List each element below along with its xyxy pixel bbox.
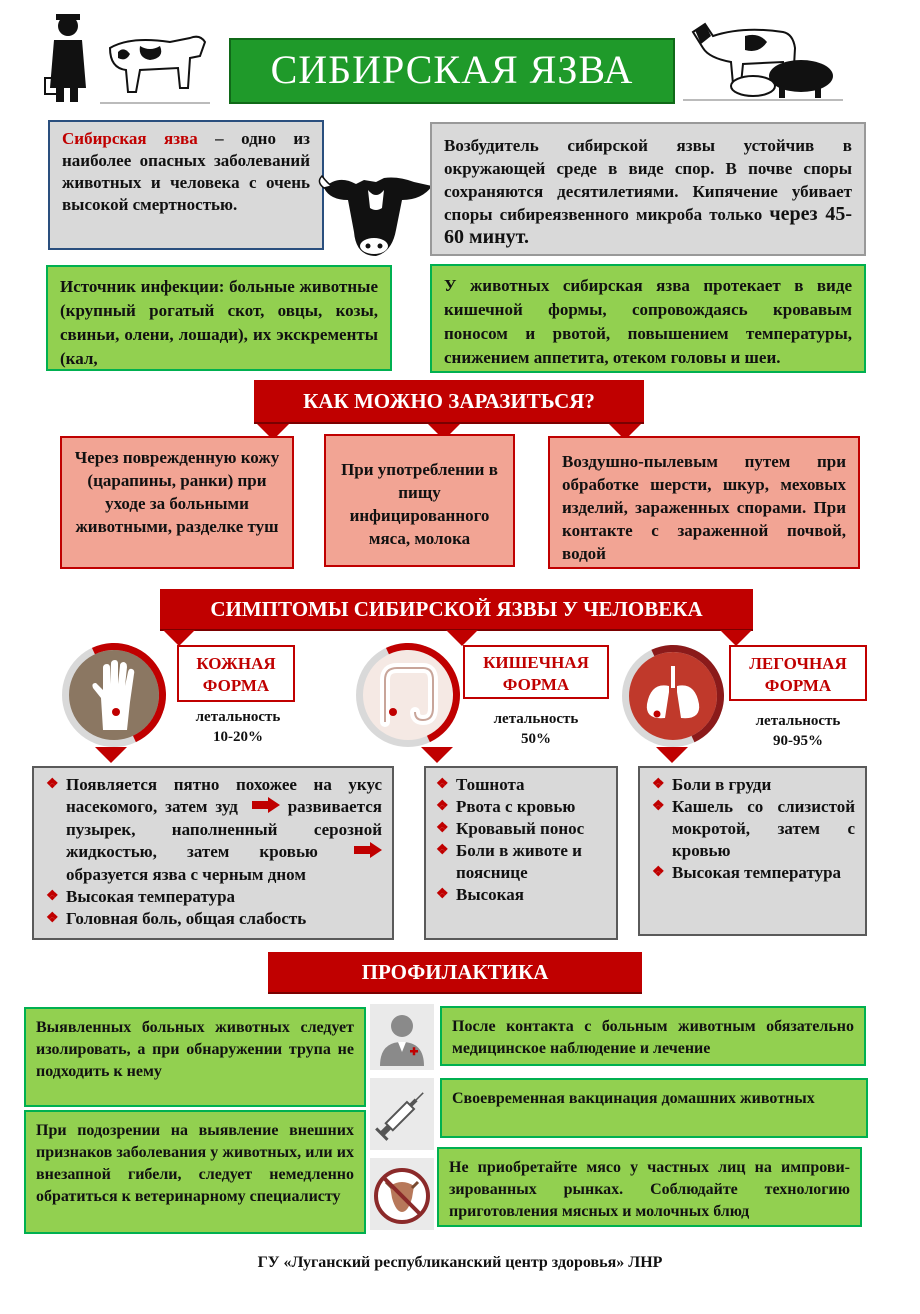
lung-form-label <box>729 645 867 701</box>
skin-symptoms-list <box>44 774 382 930</box>
skin-form-label <box>177 645 295 702</box>
list-item <box>650 796 855 862</box>
way-food-text: При употреблении в пищу инфицированного мяса, молока <box>341 460 498 548</box>
lung-symptoms-box <box>638 766 867 936</box>
infection-source-text: Источник инфекции: больные животные (крупный рогатый скот, овцы, козы, свиньи, олени, лошади), их экскременты (кал, <box>60 277 378 368</box>
intestinal-form-name2: ФОРМА <box>502 675 570 694</box>
footer-organization <box>0 1254 920 1272</box>
chevron-down-icon <box>720 630 752 646</box>
intestinal-symptom: Рвота с кровью <box>456 797 576 816</box>
diamond-bullet-icon: ❖ <box>652 865 665 880</box>
prevention-isolate-text: Выявленных больных животных следует изолировать, а при обнаружении трупа не подходить к нему <box>36 1019 354 1080</box>
prevention-vet-box <box>24 1110 366 1234</box>
skin-form-circle <box>62 643 166 747</box>
list-item <box>44 886 382 908</box>
skin-symptom-1b: развивается пузырек, наполненный серозной жидкостью, затем кровью <box>66 797 383 862</box>
pathogen-emph: через 45-60 минут. <box>444 203 853 248</box>
prevention-medical-text: После контакта с больным животным обязательно медицинское наблюдение и лечение <box>452 1018 854 1057</box>
lung-letality-value: 90-95% <box>773 733 823 749</box>
diamond-bullet-icon: ❖ <box>652 799 665 814</box>
diamond-bullet-icon: ❖ <box>436 887 449 902</box>
intestine-icon <box>363 650 453 740</box>
prevention-vet-text: При подозрении на выявление внешних признаков заболевания у животных, или их внезапной гибели, следует немедленно обратиться к ветеринарному специалисту <box>36 1122 354 1205</box>
syringe-tile <box>370 1078 434 1150</box>
doctor-icon <box>370 1004 434 1070</box>
intestinal-form-label <box>463 645 609 699</box>
way-skin-text: Через поврежденную кожу (царапины, ранки) при уходе за больными животными, разделке туш <box>74 448 280 536</box>
intestinal-symptoms-list <box>434 774 608 906</box>
page-title: СИБИРСКАЯ ЯЗВА <box>229 38 675 104</box>
skin-symptom-1a: Появляется пятно похожее на укус насекомого, затем зуд <box>66 775 382 816</box>
way-air-text: Воздушно-пылевым путем при обработке шерсти, шкур, меховых изделий, зараженных спорами. При контакте с зараженной почвой, водой <box>562 452 846 563</box>
list-item <box>44 908 382 930</box>
prevention-isolate-box <box>24 1007 366 1107</box>
way-air-box <box>548 436 860 569</box>
intestinal-symptoms-box <box>424 766 618 940</box>
pathogen-box <box>430 122 866 256</box>
diamond-bullet-icon: ❖ <box>46 777 59 792</box>
prevention-meat-box <box>437 1147 862 1227</box>
livestock-icon <box>683 14 843 104</box>
lung-letality <box>728 711 868 751</box>
symptoms-banner <box>160 589 753 629</box>
farmer-cow-icon <box>40 8 212 108</box>
footer-text: ГУ «Луганский республиканский центр здоровья» ЛНР <box>257 1254 663 1271</box>
skin-letality <box>170 707 306 747</box>
how-infected-banner <box>254 380 644 422</box>
arrow-right-icon <box>252 797 280 819</box>
intestinal-letality-value: 50% <box>521 731 551 747</box>
list-item <box>434 818 608 840</box>
diamond-bullet-icon: ❖ <box>46 911 59 927</box>
lung-symptom: Боли в груди <box>672 775 772 794</box>
skin-symptoms-box <box>32 766 394 940</box>
no-meat-tile <box>370 1158 434 1230</box>
diamond-bullet-icon: ❖ <box>652 777 665 792</box>
skin-symptom-2: Высокая температура <box>66 887 236 907</box>
cow-head-illustration <box>318 170 438 266</box>
infection-source-box <box>46 265 392 371</box>
diamond-bullet-icon: ❖ <box>436 777 449 792</box>
symptoms-title: СИМПТОМЫ СИБИРСКОЙ ЯЗВЫ У ЧЕЛОВЕКА <box>210 597 703 621</box>
intro-highlight: Сибирская язва <box>62 129 198 148</box>
prevention-medical-box <box>440 1006 866 1066</box>
list-item <box>44 774 382 886</box>
livestock-illustration <box>683 14 843 104</box>
intro-text: – одно из наиболее опасных заболеваний животных и человека с очень высокой смертностью. <box>62 129 311 214</box>
diamond-bullet-icon: ❖ <box>436 843 449 858</box>
chevron-down-icon <box>95 747 127 763</box>
skin-symptom-3: Головная боль, общая слабость <box>66 909 307 929</box>
lung-form-name1: ЛЕГОЧНАЯ <box>749 654 847 673</box>
lung-symptoms-list <box>650 774 855 884</box>
intestinal-symptom: Высокая <box>456 885 524 904</box>
no-meat-icon <box>370 1158 434 1230</box>
animal-form-text: У животных сибирская язва протекает в виде кишечной формы, сопровождаясь кровавым поносом и рвотой, повышением температуры, снижением аппетита, отеком головы и шеи. <box>444 276 852 367</box>
skin-letality-value: 10-20% <box>213 729 263 745</box>
how-infected-title: КАК МОЖНО ЗАРАЗИТЬСЯ? <box>303 389 595 413</box>
doctor-tile <box>370 1004 434 1070</box>
chevron-down-icon <box>163 630 195 646</box>
diamond-bullet-icon: ❖ <box>46 889 59 905</box>
chevron-down-icon <box>446 630 478 646</box>
lung-symptom: Высокая температура <box>672 863 842 882</box>
diamond-bullet-icon: ❖ <box>436 821 449 836</box>
chevron-down-icon <box>421 747 453 763</box>
prevention-meat-text: Не приобретайте мясо у частных лиц на импрови-зированных рынках. Соблюдайте технологию приготовления мясных и молочных блюд <box>449 1159 850 1220</box>
list-item <box>650 774 855 796</box>
pathogen-text: Возбудитель сибирской язвы устойчив в окружающей среде в виде спор. В почве споры сохраняются десятилетиями. Кипячение убивает споры сибиреязвенного микроба только <box>444 136 852 224</box>
animal-form-box <box>430 264 866 373</box>
list-item <box>434 774 608 796</box>
chevron-down-icon <box>656 747 688 763</box>
lungs-icon <box>629 652 717 740</box>
intestinal-symptom: Кровавый понос <box>456 819 585 838</box>
lung-symptom: Кашель со слизистой мокротой, затем с кровью <box>672 797 855 860</box>
intestinal-letality-label: летальность <box>493 711 579 727</box>
arrow-right-icon <box>354 842 382 864</box>
lung-form-name2: ФОРМА <box>764 676 832 695</box>
syringe-icon <box>370 1078 434 1150</box>
skin-form-name2: ФОРМА <box>202 676 270 695</box>
skin-letality-label: летальность <box>195 709 281 725</box>
skin-form-name1: КОЖНАЯ <box>196 654 276 673</box>
intestinal-letality <box>466 709 606 749</box>
prevention-title: ПРОФИЛАКТИКА <box>361 960 549 984</box>
intestinal-form-name1: КИШЕЧНАЯ <box>483 653 589 672</box>
farmer-cow-illustration <box>40 8 212 108</box>
intestinal-symptom: Тошнота <box>456 775 525 794</box>
intestinal-symptom: Боли в животе и пояснице <box>456 841 582 882</box>
list-item <box>650 862 855 884</box>
prevention-vaccination-box <box>440 1078 868 1138</box>
intestinal-form-circle <box>356 643 460 747</box>
lung-letality-label: летальность <box>755 713 841 729</box>
way-skin-box <box>60 436 294 569</box>
cow-head-icon <box>318 170 438 266</box>
hand-icon <box>69 650 159 740</box>
intro-box <box>48 120 324 250</box>
skin-symptom-1c: образуется язва с черным дном <box>66 865 306 885</box>
list-item <box>434 840 608 884</box>
prevention-banner <box>268 952 642 992</box>
way-food-box <box>324 434 515 567</box>
prevention-vaccination-text: Своевременная вакцинация домашних животных <box>452 1090 815 1107</box>
diamond-bullet-icon: ❖ <box>436 799 449 814</box>
list-item <box>434 884 608 906</box>
lung-form-circle <box>622 645 724 747</box>
list-item <box>434 796 608 818</box>
